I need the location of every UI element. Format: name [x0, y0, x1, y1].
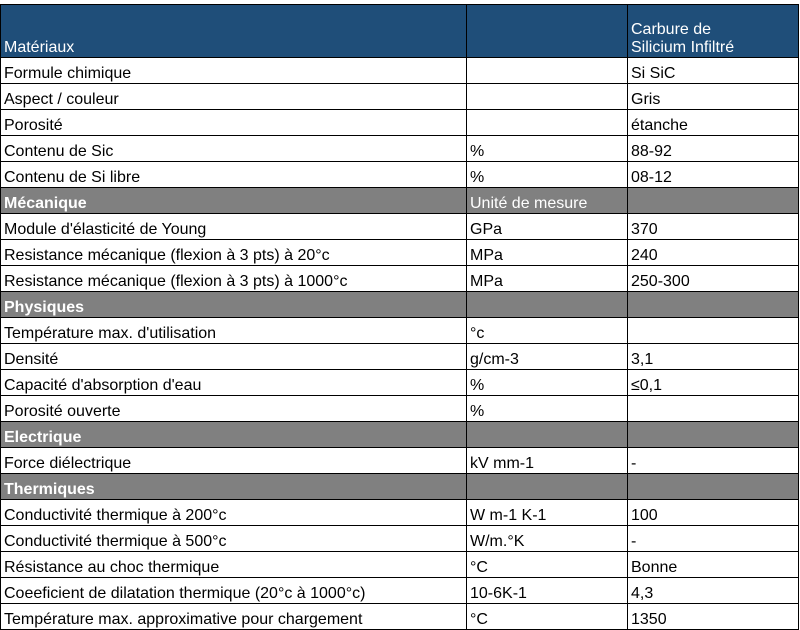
row-value: Si SiC: [628, 58, 799, 84]
row-label: Aspect / couleur: [1, 84, 467, 110]
row-unit: °C: [467, 552, 628, 578]
table-row: [1, 162, 799, 188]
row-value: -: [628, 526, 799, 552]
header-material-name-line1: Carbure de: [631, 21, 712, 38]
row-label: Force diélectrique: [1, 448, 467, 474]
row-unit: [467, 84, 628, 110]
section-unit-header: Unité de mesure: [467, 188, 628, 214]
row-label: Conductivité thermique à 500°c: [1, 526, 467, 552]
row-value: [628, 318, 799, 344]
row-unit: MPa: [467, 266, 628, 292]
row-label: Résistance au choc thermique: [1, 552, 467, 578]
section-title: Thermiques: [1, 474, 467, 500]
row-unit: kV mm-1: [467, 448, 628, 474]
row-unit: W m-1 K-1: [467, 500, 628, 526]
section-unit-header: [467, 422, 628, 448]
row-label: Coeeficient de dilatation thermique (20°c à 1000°c): [1, 578, 467, 604]
row-unit: MPa: [467, 240, 628, 266]
table-row: [1, 604, 799, 630]
table-row: [1, 500, 799, 526]
row-value: 08-12: [628, 162, 799, 188]
table-row: [1, 58, 799, 84]
row-value: 88-92: [628, 136, 799, 162]
section-header-thermiques: [1, 474, 799, 500]
header-material-name: [628, 5, 799, 58]
section-unit-header: [467, 292, 628, 318]
row-unit: %: [467, 396, 628, 422]
row-unit: [467, 58, 628, 84]
row-label: Température max. d'utilisation: [1, 318, 467, 344]
table-header-row: [1, 5, 799, 58]
material-spec-table: [0, 4, 799, 630]
table-row: [1, 396, 799, 422]
row-label: Resistance mécanique (flexion à 3 pts) à 1000°c: [1, 266, 467, 292]
row-label: Porosité: [1, 110, 467, 136]
table-row: [1, 552, 799, 578]
table-row: [1, 136, 799, 162]
row-label: Contenu de Sic: [1, 136, 467, 162]
row-value: 370: [628, 214, 799, 240]
row-label: Température max. approximative pour chargement: [1, 604, 467, 630]
row-label: Conductivité thermique à 200°c: [1, 500, 467, 526]
section-header-mecanique: [1, 188, 799, 214]
row-value: 240: [628, 240, 799, 266]
row-unit: g/cm-3: [467, 344, 628, 370]
row-value: 3,1: [628, 344, 799, 370]
row-unit: %: [467, 370, 628, 396]
table-row: [1, 84, 799, 110]
row-value: 100: [628, 500, 799, 526]
row-value: 250-300: [628, 266, 799, 292]
row-label: Densité: [1, 344, 467, 370]
row-unit: °c: [467, 318, 628, 344]
row-unit: W/m.°K: [467, 526, 628, 552]
table-row: [1, 110, 799, 136]
table-row: [1, 578, 799, 604]
table-row: [1, 240, 799, 266]
table-row: [1, 448, 799, 474]
row-unit: GPa: [467, 214, 628, 240]
row-label: Contenu de Si libre: [1, 162, 467, 188]
table-row: [1, 526, 799, 552]
table-row: [1, 344, 799, 370]
row-unit: [467, 110, 628, 136]
section-header-electrique: [1, 422, 799, 448]
section-value-cell: [628, 474, 799, 500]
header-unit-cell: [467, 5, 628, 58]
table-row: [1, 214, 799, 240]
row-value: ≤0,1: [628, 370, 799, 396]
table-row: [1, 370, 799, 396]
section-value-cell: [628, 422, 799, 448]
section-title: Physiques: [1, 292, 467, 318]
row-value: 4,3: [628, 578, 799, 604]
row-label: Module d'élasticité de Young: [1, 214, 467, 240]
row-unit: %: [467, 136, 628, 162]
section-title: Mécanique: [1, 188, 467, 214]
table-row: [1, 266, 799, 292]
row-value: Bonne: [628, 552, 799, 578]
row-unit: °C: [467, 604, 628, 630]
table-row: [1, 318, 799, 344]
section-title: Electrique: [1, 422, 467, 448]
section-header-physiques: [1, 292, 799, 318]
row-value: 1350: [628, 604, 799, 630]
section-unit-header: [467, 474, 628, 500]
header-material-name-line2: Silicium Infiltré: [631, 39, 735, 56]
row-unit: %: [467, 162, 628, 188]
row-unit: 10-6K-1: [467, 578, 628, 604]
row-value: étanche: [628, 110, 799, 136]
section-value-cell: [628, 292, 799, 318]
header-materials-label: Matériaux: [1, 5, 467, 58]
row-label: Resistance mécanique (flexion à 3 pts) à 20°c: [1, 240, 467, 266]
row-value: [628, 396, 799, 422]
row-label: Capacité d'absorption d'eau: [1, 370, 467, 396]
row-value: -: [628, 448, 799, 474]
row-value: Gris: [628, 84, 799, 110]
row-label: Formule chimique: [1, 58, 467, 84]
section-value-cell: [628, 188, 799, 214]
row-label: Porosité ouverte: [1, 396, 467, 422]
